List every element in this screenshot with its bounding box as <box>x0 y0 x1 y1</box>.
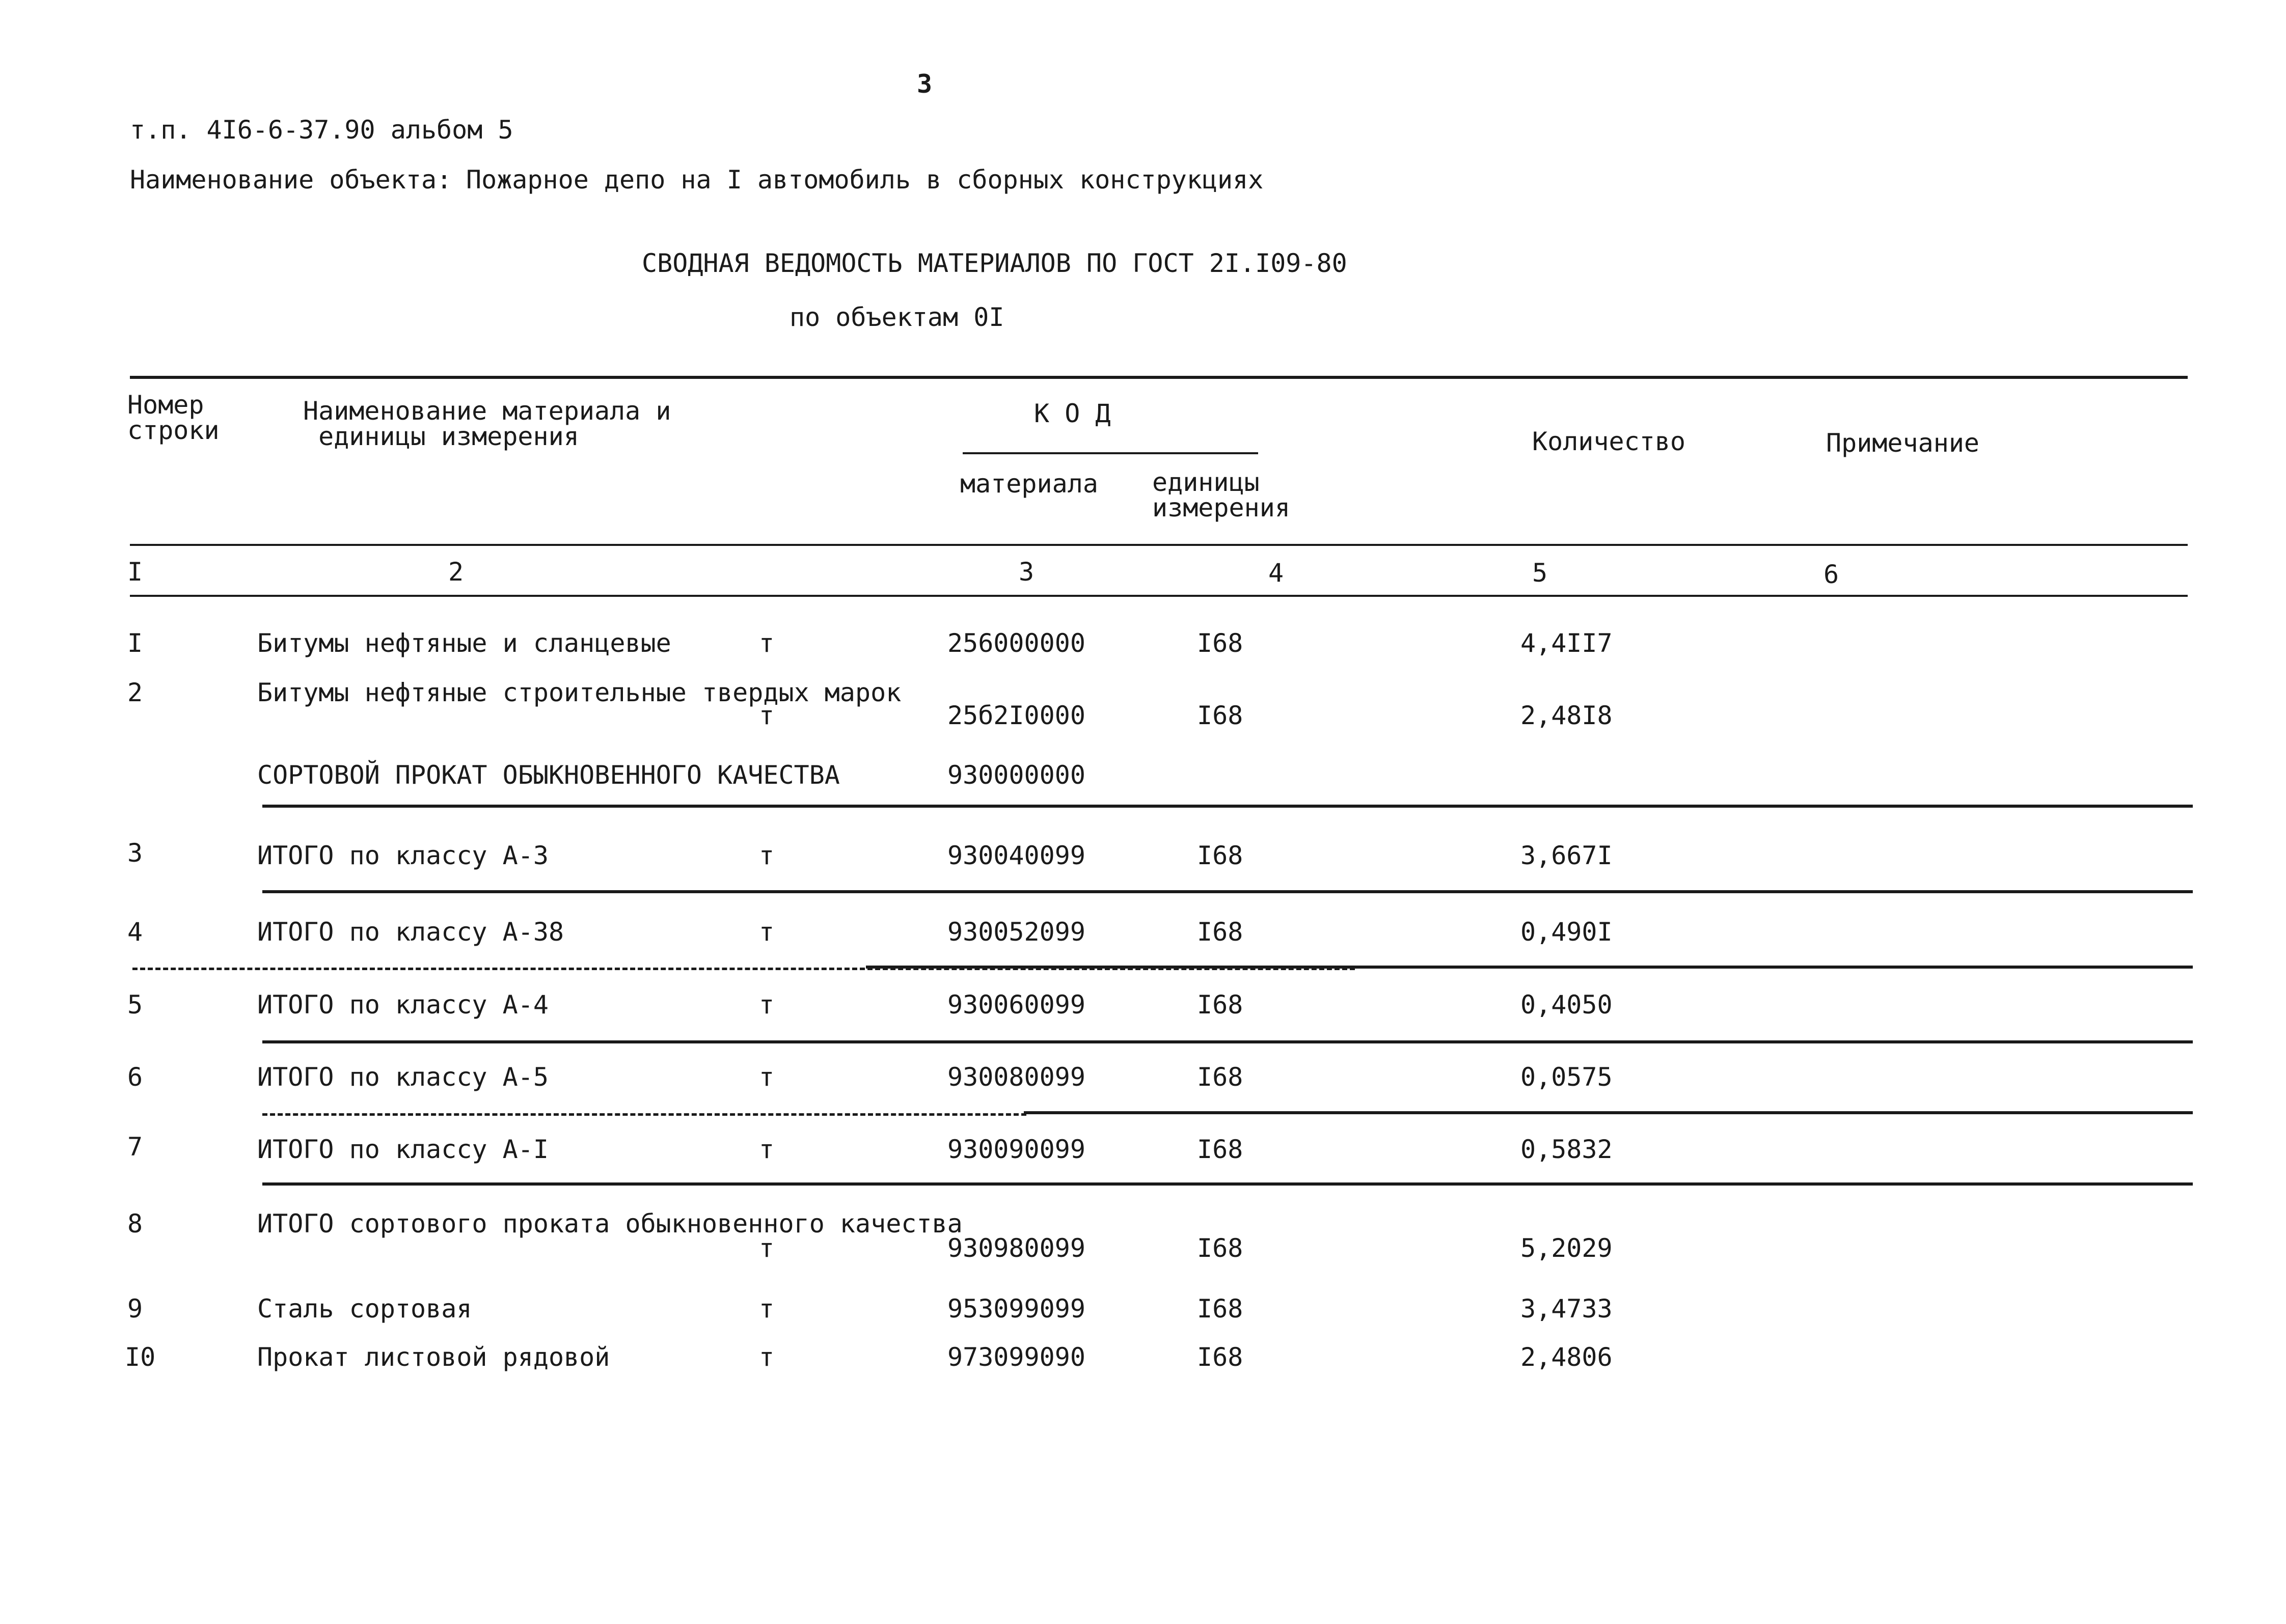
quantity-value: 0,4050 <box>1520 990 1613 1020</box>
material-code: 25б2I0000 <box>947 701 1085 730</box>
row-number: 4 <box>127 917 143 947</box>
unit-label: т <box>759 1233 775 1263</box>
row-divider <box>262 890 2193 893</box>
unit-label: т <box>759 628 775 658</box>
row-number: 9 <box>127 1294 143 1324</box>
row-number: 5 <box>127 990 143 1020</box>
quantity-value: 3,4733 <box>1520 1294 1613 1324</box>
unit-code: I68 <box>1197 917 1243 947</box>
material-code: 973099090 <box>947 1342 1085 1372</box>
row-number: 8 <box>127 1209 143 1238</box>
quantity-value: 2,4806 <box>1520 1342 1613 1372</box>
unit-code: I68 <box>1197 1062 1243 1092</box>
material-name: ИТОГО по классу А-3 <box>257 841 549 870</box>
object-name: Пожарное депо на I автомобиль в сборных конструкциях <box>466 165 1264 195</box>
unit-code: I68 <box>1197 628 1243 658</box>
row-divider-dashed <box>262 1113 1026 1116</box>
row-divider <box>1024 1111 2193 1114</box>
material-code: 930052099 <box>947 917 1085 947</box>
row-number: I0 <box>125 1342 156 1372</box>
row-divider <box>262 805 2193 808</box>
col-number-1: I <box>127 557 143 587</box>
quantity-value: 5,2029 <box>1520 1233 1613 1263</box>
page-title: СВОДНАЯ ВЕДОМОСТЬ МАТЕРИАЛОВ ПО ГОСТ 2I.I09-80 <box>642 249 1347 278</box>
material-name: Сталь сортовая <box>257 1294 472 1324</box>
material-name: ИТОГО по классу А-I <box>257 1135 549 1164</box>
material-code: 930090099 <box>947 1135 1085 1164</box>
quantity-value: 2,48I8 <box>1520 701 1613 730</box>
col-number-3: 3 <box>1019 557 1035 587</box>
code-group-rule <box>963 452 1258 454</box>
quantity-value: 3,667I <box>1520 841 1613 870</box>
col-number-6: 6 <box>1824 560 1839 589</box>
unit-code: I68 <box>1197 1294 1243 1324</box>
unit-label: т <box>759 917 775 947</box>
unit-label: т <box>759 990 775 1020</box>
unit-code: I68 <box>1197 1233 1243 1263</box>
material-name: ИТОГО по классу А-4 <box>257 990 549 1020</box>
document-reference: т.п. 4I6-6-37.90 альбом 5 <box>130 115 513 145</box>
unit-label: т <box>759 841 775 870</box>
table-top-rule <box>130 376 2188 379</box>
material-name: Битумы нефтяные и сланцевые <box>257 628 671 658</box>
section-heading: СОРТОВОЙ ПРОКАТ ОБЫКНОВЕННОГО КАЧЕСТВА <box>257 760 840 790</box>
material-name: ИТОГО по классу А-5 <box>257 1062 549 1092</box>
material-name: ИТОГО по классу А-38 <box>257 917 564 947</box>
unit-label: т <box>759 1342 775 1372</box>
col-header-code-group: К О Д <box>1034 399 1111 428</box>
material-name: ИТОГО сортового проката обыкновенного качества <box>257 1209 963 1238</box>
row-divider <box>262 1182 2193 1186</box>
material-code: 256000000 <box>947 628 1085 658</box>
page-subtitle: по объектам 0I <box>790 302 1004 332</box>
col-header-code-material: материала <box>960 469 1098 499</box>
quantity-value: 4,4II7 <box>1520 628 1613 658</box>
material-name: Битумы нефтяные строительные твердых марок <box>257 678 902 707</box>
quantity-value: 0,0575 <box>1520 1062 1613 1092</box>
col-header-row-no: Номер строки <box>127 390 220 445</box>
col-header-note: Примечание <box>1826 428 1980 458</box>
unit-label: т <box>759 1062 775 1092</box>
row-number: 7 <box>127 1132 143 1162</box>
material-code: 930040099 <box>947 841 1085 870</box>
quantity-value: 0,5832 <box>1520 1135 1613 1164</box>
unit-code: I68 <box>1197 841 1243 870</box>
row-divider <box>866 966 2193 969</box>
unit-label: т <box>759 1135 775 1164</box>
material-code: 953099099 <box>947 1294 1085 1324</box>
col-header-quantity: Количество <box>1532 427 1686 456</box>
material-code: 930080099 <box>947 1062 1085 1092</box>
row-number: 2 <box>127 678 143 707</box>
unit-code: I68 <box>1197 701 1243 730</box>
col-number-5: 5 <box>1532 558 1548 588</box>
row-number: 3 <box>127 838 143 868</box>
unit-code: I68 <box>1197 1342 1243 1372</box>
material-code: 930980099 <box>947 1233 1085 1263</box>
col-number-2: 2 <box>448 557 464 587</box>
col-header-code-unit: единицы измерения <box>1152 467 1290 522</box>
material-code: 930000000 <box>947 760 1085 790</box>
column-numbers-rule <box>130 595 2188 597</box>
unit-label: т <box>759 1294 775 1324</box>
row-divider <box>262 1040 2193 1043</box>
col-header-name: Наименование материала и единицы измерения <box>303 396 671 451</box>
object-label: Наименование объекта: <box>130 165 452 195</box>
quantity-value: 0,490I <box>1520 917 1613 947</box>
unit-code: I68 <box>1197 990 1243 1020</box>
unit-label: т <box>759 701 775 730</box>
page-number: 3 <box>917 69 933 99</box>
material-code: 930060099 <box>947 990 1085 1020</box>
row-number: 6 <box>127 1062 143 1092</box>
col-number-4: 4 <box>1268 558 1284 588</box>
material-name: Прокат листовой рядовой <box>257 1342 610 1372</box>
row-number: I <box>127 628 143 658</box>
header-bottom-rule <box>130 544 2188 546</box>
unit-code: I68 <box>1197 1135 1243 1164</box>
